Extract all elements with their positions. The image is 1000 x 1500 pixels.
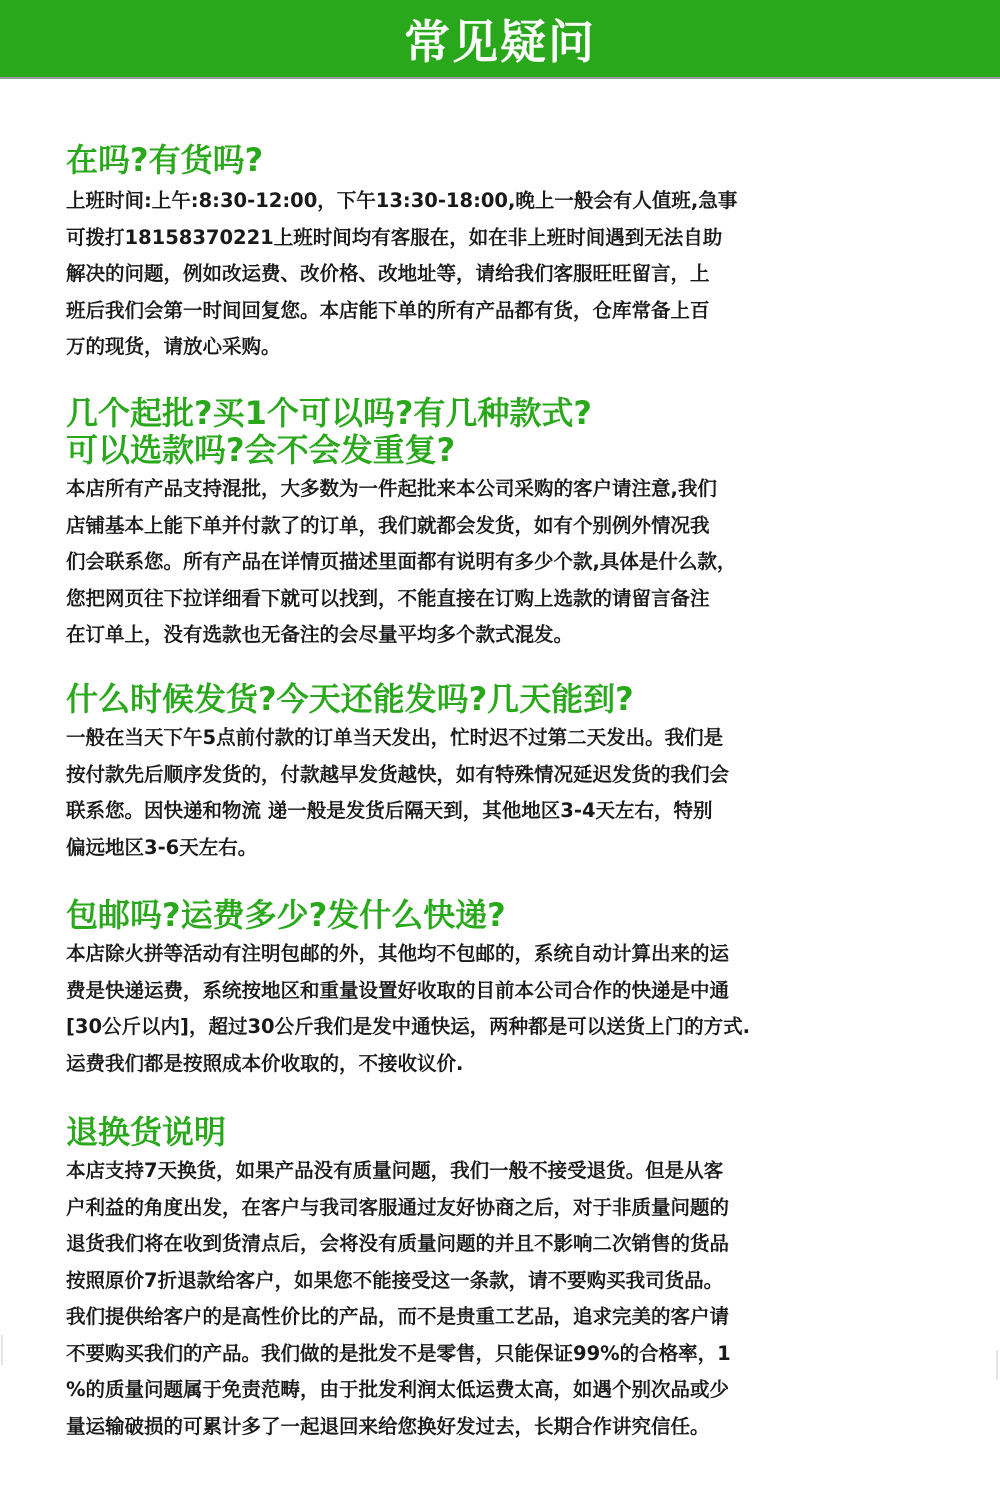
faq-answer-line: 退货我们将在收到货清点后，会将没有质量问题的并且不影响二次销售的货品	[66, 1232, 730, 1255]
faq-answer-line: 本店支持7天换货，如果产品没有质量问题，我们一般不接受退货。但是从客	[66, 1159, 724, 1182]
faq-item-returns	[66, 1114, 896, 1445]
faq-answer-line: 本店所有产品支持混批，大多数为一件起批来本公司采购的客户请注意,我们	[66, 477, 717, 500]
faq-answer-line: 按付款先后顺序发货的，付款越早发货越快，如有特殊情况延迟发货的我们会	[66, 762, 730, 786]
faq-answer-line: 们会联系您。所有产品在详情页描述里面都有说明有多少个款,具体是什么款，	[66, 550, 737, 573]
faq-answer-line: 在订单上，没有选款也无备注的会尽量平均多个款式混发。	[66, 623, 574, 646]
faq-answer-line: [30公斤以内]，超过30公斤我们是发中通快运，两种都是可以送货上门的方式.	[66, 1015, 751, 1038]
faq-item-minimum-order	[66, 395, 896, 654]
faq-answer-line: 我们提供给客户的是高性价比的产品，而不是贵重工艺品，追求完美的客户请	[66, 1305, 730, 1328]
faq-answer-line: 您把网页往下拉详细看下就可以找到，不能直接在订购上选款的请留言备注	[66, 586, 710, 610]
faq-answer-line: 万的现货，请放心采购。	[66, 335, 281, 358]
faq-question: 什么时候发货?今天还能发吗?几天能到?	[66, 680, 634, 718]
faq-answer-line: 户利益的角度出发，在客户与我司客服通过友好协商之后，对于非质量问题的	[66, 1195, 730, 1219]
faq-question: 可以选款吗?会不会发重复?	[66, 431, 456, 469]
faq-answer-line: %的质量问题属于免责范畴，由于批发利润太低运费太高，如遇个别次品或少	[66, 1378, 730, 1401]
faq-answer-line: 联系您。因快递和物流 递一般是发货后隔天到，其他地区3-4天左右，特别	[66, 799, 713, 822]
faq-answer-line: 偏远地区3-6天左右。	[66, 835, 258, 859]
faq-answer-line: 班后我们会第一时间回复您。本店能下单的所有产品都有货，仓库常备上百	[66, 298, 710, 322]
header-divider	[0, 77, 1000, 79]
right-edge-mark	[996, 1350, 998, 1380]
faq-answer-line: 本店除火拼等活动有注明包邮的外，其他均不包邮的，系统自动计算出来的运	[66, 942, 730, 965]
faq-answer-line: 可拨打18158370221上班时间均有客服在，如在非上班时间遇到无法自助	[66, 225, 723, 249]
faq-answer-line: 上班时间:上午:8:30-12:00，下午13:30-18:00,晚上一般会有人值班,急事	[66, 189, 738, 212]
faq-answer-line: 店铺基本上能下单并付款了的订单，我们就都会发货，如有个别例外情况我	[66, 513, 710, 537]
faq-answer-line: 费是快递运费，系统按地区和重量设置好收取的目前本公司合作的快递是中通	[66, 978, 730, 1002]
faq-answer-line: 量运输破损的可累计多了一起退回来给您换好发过去，长期合作讲究信任。	[66, 1414, 710, 1438]
left-edge-mark	[1, 1335, 3, 1365]
faq-answer-line: 按照原价7折退款给客户，如果您不能接受这一条款，请不要购买我司货品。	[66, 1268, 724, 1292]
faq-answer-line: 运费我们都是按照成本价收取的，不接收议价.	[66, 1051, 464, 1075]
faq-answer-line: 解决的问题，例如改运费、改价格、改地址等，请给我们客服旺旺留言，上	[66, 262, 710, 285]
faq-item-shipping-time	[66, 681, 896, 866]
faq-question: 退换货说明	[66, 1113, 227, 1151]
faq-answer-line: 一般在当天下午5点前付款的订单当天发出，忙时迟不过第二天发出。我们是	[66, 726, 724, 749]
faq-header-bar	[0, 0, 1000, 77]
faq-item-shipping-fee	[66, 897, 896, 1082]
faq-question: 在吗?有货吗?	[66, 141, 264, 179]
page-title: 常见疑问	[404, 14, 596, 69]
faq-question: 几个起批?买1个可以吗?有几种款式?	[66, 394, 592, 432]
faq-item-in-stock	[66, 142, 896, 366]
faq-question: 包邮吗?运费多少?发什么快递?	[66, 896, 506, 934]
faq-answer-line: 不要购买我们的产品。我们做的是批发不是零售，只能保证99%的合格率，1	[66, 1341, 731, 1365]
